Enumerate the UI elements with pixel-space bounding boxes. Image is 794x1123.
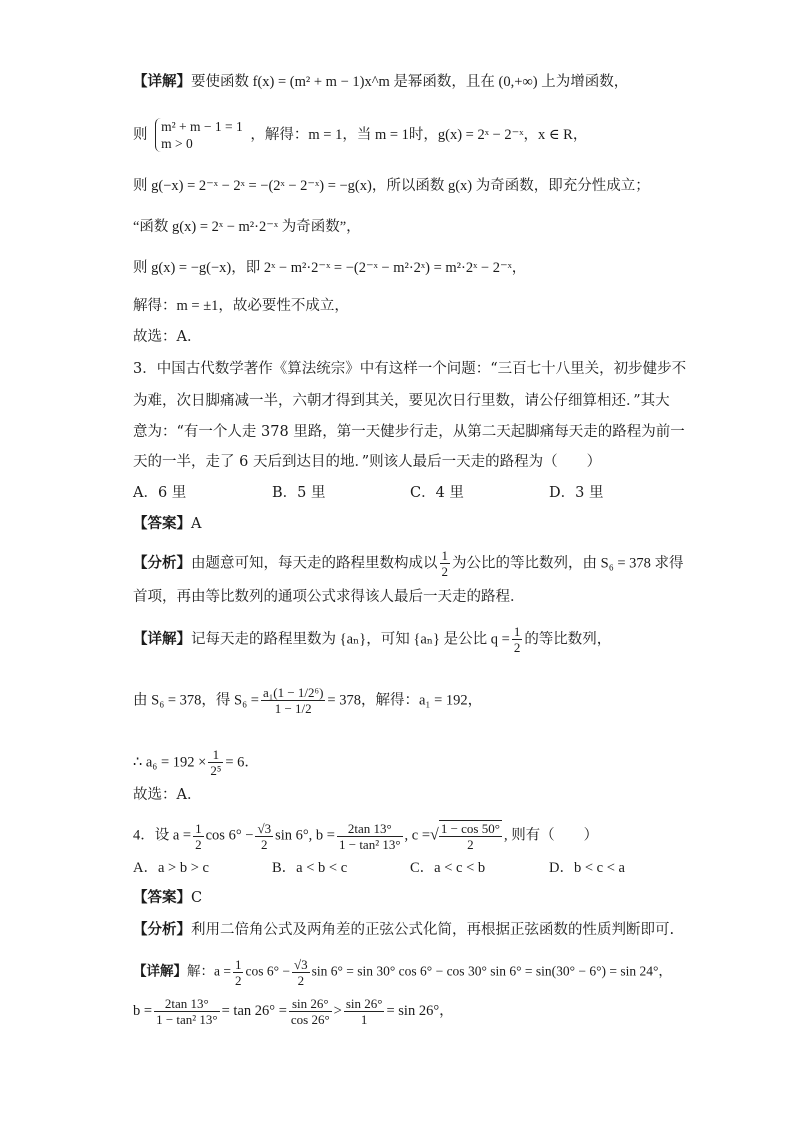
q4-answer — [133, 888, 202, 908]
detail-label: 【详解】 — [133, 73, 191, 90]
fraction: $\frac{√3}{2}$ — [294, 957, 308, 988]
fraction: $\frac{\text{a₁(1 − 1/2⁶)}}{1 - 1/2}$ — [262, 685, 324, 716]
q3-answer — [133, 514, 201, 534]
fraction: $\frac{1}{2}$ — [441, 548, 448, 579]
q3-option-a: A．6 里 — [133, 485, 187, 501]
q4-option-d: D．b < c < a — [549, 860, 625, 876]
q2-detail-line-2: 则 m² + m − 1 = 1 m > 0 ，解得：m = 1，当 m = 1时，g(x) = 2ˣ − 2⁻ˣ，x ∈ R， — [133, 119, 588, 151]
q3-stem-line-3: 意为：“有一个人走 378 里路，第一天健步行走，从第二天起脚痛每天走的路程为前一 — [133, 424, 685, 440]
q2-detail-line-4: “函数 g(x) = 2ˣ − m²·2⁻ˣ 为奇函数”， — [133, 219, 361, 235]
q4-analysis: 【分析】利用二倍角公式及两角差的正弦公式化简，再根据正弦函数的性质判断即可. — [133, 921, 675, 938]
q3-detail-line-3: ∴ a₆ = 192 × $\frac{1}{\text{2⁵}}$ = 6． — [133, 747, 259, 778]
fraction: $\frac{1}{2}$ — [513, 624, 521, 655]
q4-option-c: C．a < c < b — [410, 860, 486, 876]
q3-detail-line-1: 【详解】记每天走的路程里数为 {aₙ}，可知 {aₙ} 是公比 q = $\frac{1}{2}$ 的等比数列， — [133, 624, 612, 655]
q2-detail-line-3: 则 g(−x) = 2⁻ˣ − 2ˣ = −(2ˣ − 2⁻ˣ) = −g(x)，所以函数 g(x) 为奇函数，即充分性成立； — [133, 178, 650, 194]
q4-option-b: B．a < b < c — [272, 860, 348, 876]
fraction: $\frac{2\tan 13^\circ}{\text{1 − tan² 13°}}$ — [156, 996, 218, 1027]
q3-stem-line-1: 3．中国古代数学著作《算法统宗》中有这样一个问题：“三百七十八里关，初步健步不 — [133, 361, 687, 377]
answer-value: A — [191, 516, 202, 532]
fraction: $\frac{1}{2}$ — [234, 957, 242, 988]
fraction: $\frac{\sin 26^\circ}{1}$ — [345, 996, 383, 1027]
q3-detail-line-2: 由 S₆ = 378，得 S₆ = $\frac{\text{a₁(1 − 1/2⁶)}}{1 - 1/2}$ = 378，解得：a₁ = 192， — [133, 685, 483, 716]
q4-detail-line-2: b = $\frac{2\tan 13^\circ}{\text{1 − tan² 13°}}$ = tan 26° = $\frac{\sin 26^\circ}{\cos 26^\circ}$ > $\frac{\sin 26^\circ}{1}$ = sin 26°， — [133, 996, 454, 1027]
q3-conclusion: 故选：A． — [133, 787, 202, 803]
q3-analysis-line-2: 首项，再由等比数列的通项公式求得该人最后一天走的路程． — [133, 589, 525, 605]
q2-detail-line-5: 则 g(x) = −g(−x)，即 2ˣ − m²·2⁻ˣ = −(2⁻ˣ − m²·2ˣ) = m²·2ˣ − 2⁻ˣ， — [133, 260, 527, 276]
q4-stem: 4．设 a = $\frac{1}{2}$ cos 6° − $\frac{√3}{2}$ sin 6°, b = $\frac{2\tan 13^\circ}{\text{1 − tan² 13°}}$ , c =√ $\frac{1 - \cos 50^\circ}{2}$ , 则有（ ） — [133, 820, 599, 852]
q4-option-a: A．a > b > c — [133, 860, 209, 876]
fraction: $\frac{1}{\text{2⁵}}$ — [210, 747, 222, 778]
q3-option-d: D．3 里 — [549, 485, 604, 501]
answer-label: 【答案】 — [133, 889, 191, 906]
q3-option-b: B．5 里 — [272, 485, 326, 501]
fraction: $\frac{2\tan 13^\circ}{\text{1 − tan² 13°}}$ — [338, 820, 401, 852]
q2-detail-line-1: 【详解】要使函数 f(x) = (m² + m − 1)x^m 是幂函数，且在 (0,+∞) 上为增函数， — [133, 73, 629, 90]
q4-options — [133, 858, 653, 878]
detail-label: 【详解】 — [133, 963, 187, 979]
q3-stem-line-2: 为难，次日脚痛减一半，六朝才得到其关，要见次日行里数，请公仔细算相还．”其大 — [133, 393, 670, 409]
q3-stem-line-4: 天的一半，走了 6 天后到达目的地．”则该人最后一天走的路程为（ ） — [133, 454, 602, 470]
q3-analysis-line-1: 【分析】由题意可知，每天走的路程里数构成以 $\frac{1}{2}$ 为公比的等比数列，由 S₆ = 378 求得 — [133, 548, 684, 579]
q2-conclusion: 故选：A． — [133, 329, 202, 345]
fraction: $\frac{√3}{2}$ — [257, 820, 272, 852]
q3-options — [133, 483, 653, 503]
fraction-under-root: $\frac{1 - \cos 50^\circ}{2}$ — [440, 821, 500, 852]
fraction: $\frac{\sin 26^\circ}{\cos 26^\circ}$ — [290, 996, 330, 1027]
equation-system: m² + m − 1 = 1 m > 0 — [155, 118, 243, 152]
q3-option-c: C．4 里 — [410, 485, 464, 501]
q2-detail-line-6: 解得：m = ±1，故必要性不成立， — [133, 298, 349, 314]
analysis-label: 【分析】 — [133, 921, 191, 938]
analysis-label: 【分析】 — [133, 554, 191, 572]
detail-label: 【详解】 — [133, 630, 191, 648]
q4-detail-line-1: 【详解】解：a = $\frac{1}{2}$ cos 6° − $\frac{√3}{2}$ sin 6° = sin 30° cos 6° − cos 30° sin 6° = sin(30° − 6°) = sin 24°， — [133, 957, 672, 988]
fraction: $\frac{1}{2}$ — [195, 820, 202, 852]
answer-label: 【答案】 — [133, 515, 191, 532]
sqrt-sign: √ — [430, 826, 439, 844]
answer-value: C — [191, 890, 203, 906]
